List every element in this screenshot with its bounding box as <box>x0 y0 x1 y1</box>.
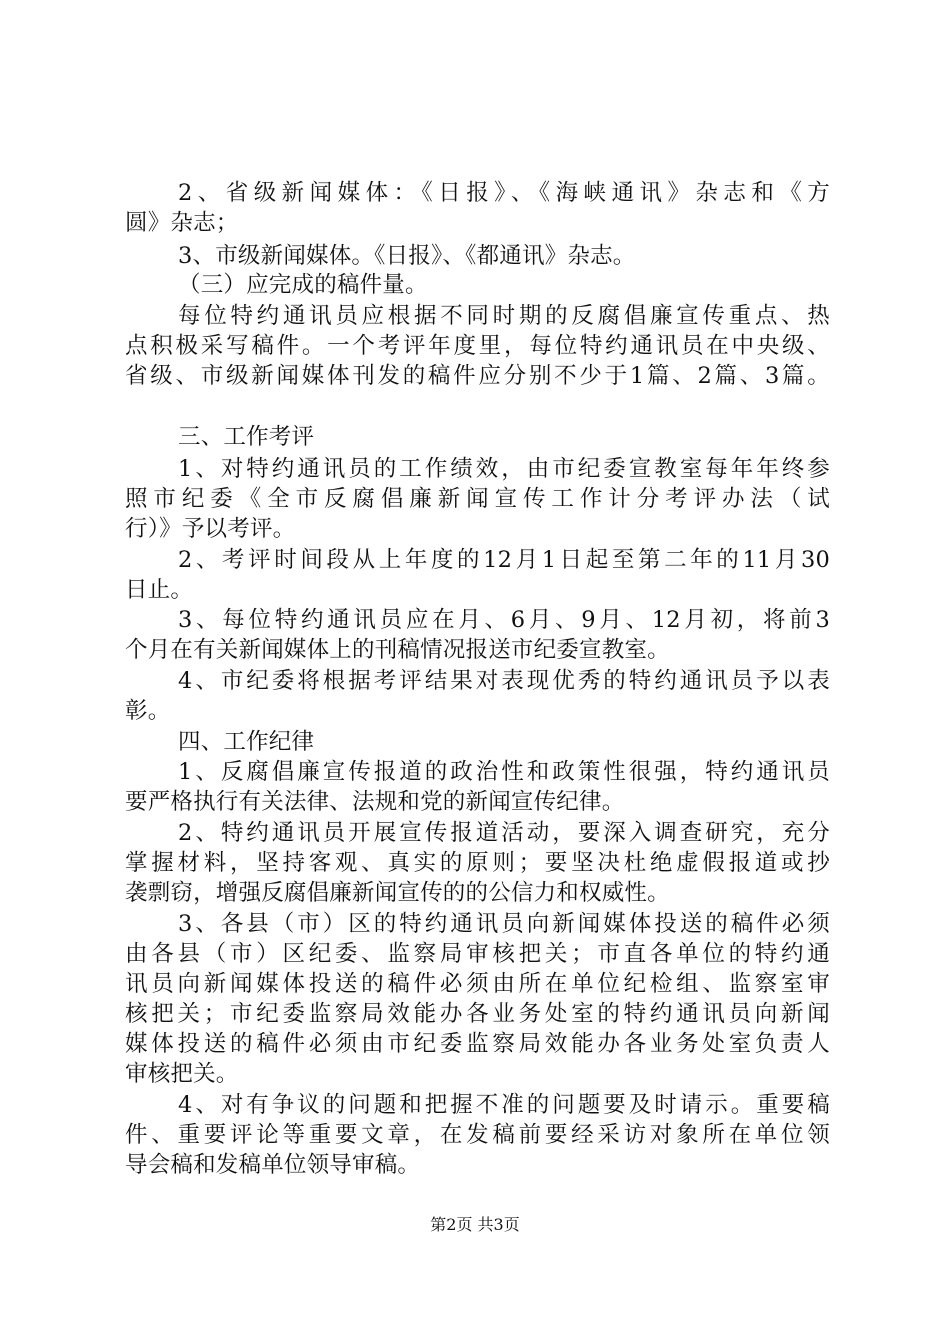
paragraph-line: 行）》予以考评。 <box>125 516 296 542</box>
paragraph-line: 2、考评时间段从上年度的12月1日起至第二年的11月30 <box>178 547 830 573</box>
paragraph-line: 要严格执行有关法律、法规和党的新闻宣传纪律。 <box>125 789 625 815</box>
paragraph-line: 日止。 <box>125 577 194 603</box>
paragraph-line: 核把关；市纪委监察局效能办各业务处室的特约通讯员向新闻 <box>125 1001 830 1027</box>
paragraph-line: 1、反腐倡廉宣传报道的政治性和政策性很强，特约通讯员 <box>178 759 830 785</box>
paragraph-line: 件、重要评论等重要文章，在发稿前要经采访对象所在单位领 <box>125 1122 830 1148</box>
paragraph-line: 2、省级新闻媒体：《日报》、《海峡通讯》杂志和《方 <box>178 180 830 206</box>
paragraph-line: 2、特约通讯员开展宣传报道活动，要深入调查研究，充分 <box>178 820 830 846</box>
paragraph-line: 媒体投送的稿件必须由市纪委监察局效能办各业务处室负责人 <box>125 1031 830 1057</box>
paragraph-line: 导会稿和发稿单位领导审稿。 <box>125 1152 421 1178</box>
paragraph-line: 3、各县（市）区的特约通讯员向新闻媒体投送的稿件必须 <box>178 911 830 937</box>
paragraph-line: 袭剽窃，增强反腐倡廉新闻宣传的的公信力和权威性。 <box>125 880 670 906</box>
paragraph-line: 每位特约通讯员应根据不同时期的反腐倡廉宣传重点、热 <box>178 303 830 329</box>
paragraph-line: 掌握材料，坚持客观、真实的原则；要坚决杜绝虚假报道或抄 <box>125 850 830 876</box>
paragraph-line: 照市纪委《全市反腐倡廉新闻宣传工作计分考评办法（试 <box>125 486 830 512</box>
paragraph-line: 彰。 <box>125 698 171 724</box>
paragraph-line: 由各县（市）区纪委、监察局审核把关；市直各单位的特约通 <box>125 941 830 967</box>
section-heading: 四、工作纪律 <box>178 729 315 755</box>
paragraph-line: 省级、市级新闻媒体刊发的稿件应分别不少于1篇、2篇、3篇。 <box>125 363 830 389</box>
section-heading: 三、工作考评 <box>178 424 315 450</box>
paragraph-line: 4、市纪委将根据考评结果对表现优秀的特约通讯员予以表 <box>178 668 830 694</box>
paragraph-line: 1、对特约通讯员的工作绩效，由市纪委宣教室每年年终参 <box>178 456 830 482</box>
paragraph-line: 点积极采写稿件。一个考评年度里，每位特约通讯员在中央级、 <box>125 333 830 359</box>
paragraph-line: 3、每位特约通讯员应在月、6月、9月、12月初，将前3 <box>178 607 830 633</box>
paragraph-line: 圆》杂志； <box>125 210 239 236</box>
paragraph-line: 3、市级新闻媒体。《日报》、《都通讯》杂志。 <box>178 243 636 269</box>
paragraph-line: 4、对有争议的问题和把握不准的问题要及时请示。重要稿 <box>178 1092 830 1118</box>
section-subheading: （三）应完成的稿件量。 <box>178 272 428 298</box>
paragraph-line: 个月在有关新闻媒体上的刊稿情况报送市纪委宣教室。 <box>125 637 670 663</box>
paragraph-line: 审核把关。 <box>125 1061 239 1087</box>
page-number-footer: 第2页 共3页 <box>430 1215 520 1234</box>
paragraph-line: 讯员向新闻媒体投送的稿件必须由所在单位纪检组、监察室审 <box>125 971 830 997</box>
